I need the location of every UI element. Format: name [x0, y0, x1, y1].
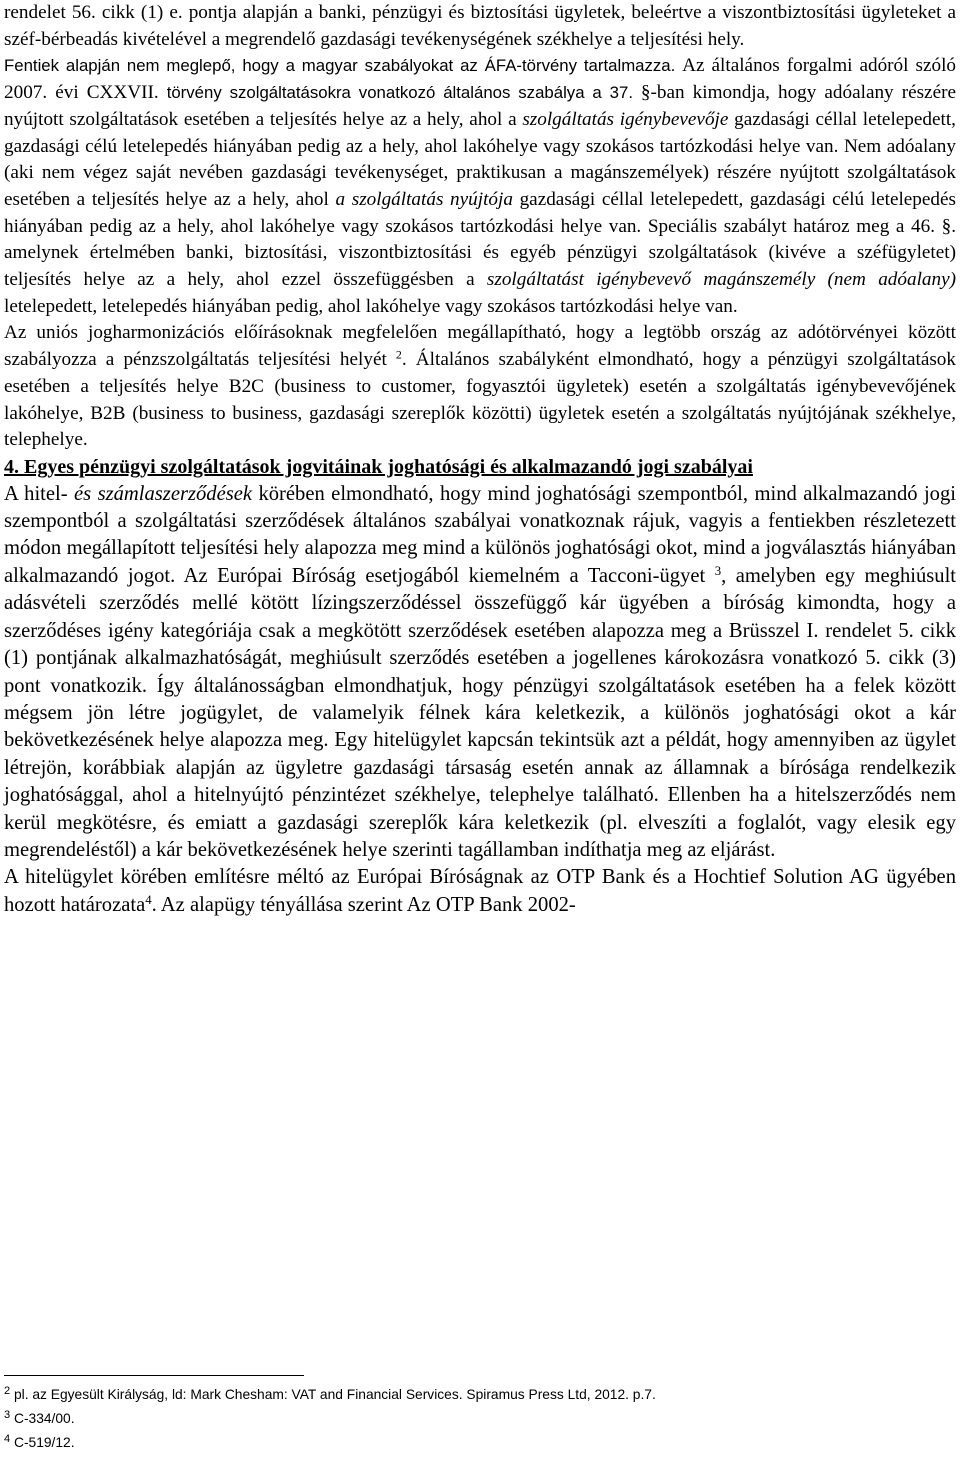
paragraph-hungarian-vat [4, 53, 956, 320]
footnote-number: 2 [4, 1385, 11, 1398]
text-run: A hitelügylet körében említésre méltó az Európai Bíróságnak az OTP Bank és a Hochtief Solution AG ügyében hozott határozata [4, 866, 956, 916]
section-heading: 4. Egyes pénzügyi szolgáltatások jogvitáinak joghatósági és alkalmazandó jogi szabályai [4, 455, 753, 478]
text-run: A hitel- [4, 482, 75, 505]
footnote-ref[interactable]: 2 [395, 347, 402, 362]
text-run: Az uniós jogharmonizációs előírásoknak megfelelően megállapítható, hogy a legtöbb ország az adótörvényei között szabályozza a pénzszolgáltatás teljesítési helyét [4, 322, 956, 371]
text-run: törvény szolgáltatásokra vonatkozó általános szabálya a 37. [166, 83, 641, 103]
text-run: , amelyben egy meghiúsult adásvételi szerződés mellé kötött lízingszerződéssel összefüggő kár ügyében a bíróság kimondta, hogy a szerződéses igény kategóriája csak a megkötött szerződések esetében alapozza meg a Brüsszel I. rendelet 5. cikk (1) pontjának alkalmazhatóságát, meghiúsult szerződés esetében a jogellenes károkozásra vonatkozó 5. cikk (3) pont vonatkozik. Így általánosságban elmondhatjuk, hogy pénzügyi szolgáltatások esetében ha a felek között mégsem jön létre jogügylet, de valamelyik félnek kára keletkezik, a különös joghatósági okot a kár bekövetkezésének helye alapozza meg. Egy hitelügylet kapcsán tekintsük azt a példát, hogy amennyiben az ügylet létrejön, korábbiak alapján az ügyletre gazdasági társaság esetén annak az államnak a bírósága rendelkezik joghatósággal, ahol a hitelnyújtó pénzintézet székhelye, telephelye található. Ellenben ha a hitelszerződés nem kerül megkötésre, és emiatt a gazdasági szereplők kára keletkezik (pl. elveszíti a foglalót, vagy elesik egy megrendeléstől) a kár bekövetkezésének helye szerinti tagállamban indíthatja meg az eljárást. [4, 564, 957, 861]
text-run: rendelet 56. cikk (1) e. pontja alapján a banki, pénzügyi és biztosítási ügyletek, beleértve a viszontbiztosítási ügyleteket a széf-bérbeadás kivételével a megrendelő gazdasági tevékenységének székhelye a teljesítési hely. [4, 2, 956, 50]
footnote-divider [4, 1375, 304, 1376]
text-run: gazdasági céllal letelepedett, gazdasági célú letelepedés hiányában pedig az a hely, ahol lakóhelye vagy szokásos tartózkodási helye van. [4, 108, 956, 157]
footnote-text: C-334/00. [10, 1411, 75, 1426]
paragraph-credit-contracts [4, 481, 956, 865]
paragraph-eu-harmonization [4, 320, 956, 454]
text-run: Nem adóalany (aki nem végez saját nevében gazdasági tevékenységet, praktikusan a magánszemélyek) részére nyújtott szolgáltatások esetében a teljesítés helye az a hely, ahol [4, 135, 956, 210]
text-run: gazdasági céllal letelepedett, gazdasági célú letelepedés hiányában pedig az a hely, ahol lakóhelye vagy szokásos tartózkodási helye van. Speciális szabályt határoz meg a 46. §. amelynek értelmében banki, biztosítási, viszontbiztosítási és egyéb pénzügyi szolgáltatások (kivéve a széfügyletet) teljesítés helye az a hely, ahol ezzel összefüggésben a [4, 188, 956, 291]
footnote-text: C-519/12. [10, 1435, 75, 1450]
text-run: Fentiek alapján nem meglepő, hogy a magyar szabályokat az ÁFA-törvény tartalmazza. [4, 56, 683, 76]
text-run: Az általános forgalmi adóról szóló 2007. évi CXXVII. [4, 55, 956, 104]
paragraph-otp-bank [4, 864, 956, 919]
emphasis-text: a szolgáltatás nyújtója [335, 188, 513, 210]
footnote-ref[interactable]: 3 [714, 563, 722, 578]
footnote-item [4, 1407, 656, 1431]
footnote-ref[interactable]: 4 [145, 892, 152, 907]
footnote-number: 4 [4, 1433, 11, 1446]
text-run: . Az alapügy tényállása szerint Az OTP Bank 2002- [151, 893, 576, 916]
text-run: §-ban kimondja, hogy adóalany részére nyújtott szolgáltatások esetében a teljesítés helye az a hely, ahol a [4, 82, 956, 130]
footnotes [4, 1383, 656, 1455]
text-run: körében elmondható, hogy mind joghatósági szempontból, mind alkalmazandó jogi szempontból a szolgáltatási szerződések általános szabályai vonatkoznak rájuk, vagyis a fentiekben részletezett módon megállapított teljesítési hely alapozza meg mind a különös joghatósági okot, mind a jogválasztás hiányában alkalmazandó jogot. Az Európai Bíróság esetjogából kiemelném a Tacconi-ügyet [4, 482, 956, 587]
footnote-item [4, 1383, 656, 1407]
paragraph-intro [4, 0, 956, 53]
footnote-item [4, 1431, 656, 1455]
emphasis-text: és számlaszerződések [74, 482, 253, 505]
emphasis-text: szolgáltatást igénybevevő magánszemély (nem adóalany) [486, 269, 956, 291]
footnote-number: 3 [4, 1409, 11, 1422]
emphasis-text: szolgáltatás igénybevevője [522, 108, 729, 130]
text-run: . Általános szabályként elmondható, hogy a pénzügyi szolgáltatások esetében a teljesítés helye B2C (business to customer, fogyasztói ügyletek) esetén a szolgáltatás igénybevevőjének lakóhelye, B2B (business to business, gazdasági szereplők közötti) ügyletek esetén a szolgáltatás nyújtójának székhelye, telephelye. [4, 349, 956, 451]
text-run: letelepedett, letelepedés hiányában pedig, ahol lakóhelye vagy szokásos tartózkodási helye van. [4, 295, 738, 317]
footnote-text: pl. az Egyesült Királyság, ld: Mark Chesham: VAT and Financial Services. Spiramus Press Ltd, 2012. p.7. [10, 1387, 656, 1402]
